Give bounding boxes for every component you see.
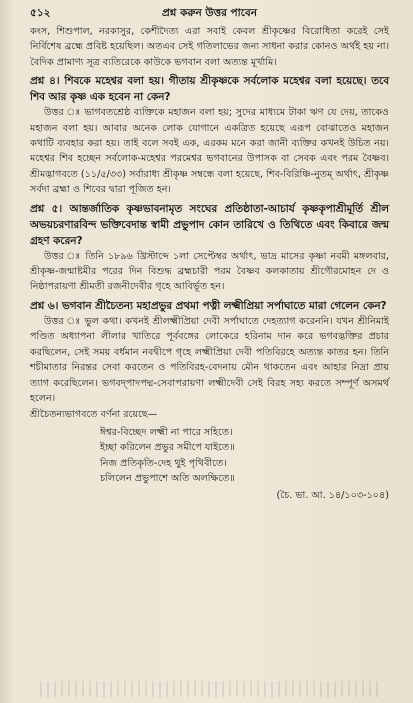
verse-citation: (চৈ. ভা. আ. ১৪/১০৩-১০৪) bbox=[276, 490, 389, 502]
running-title: প্রশ্ন করুন উত্তর পাবেন bbox=[161, 7, 258, 19]
paragraph-continuation: কংস, শিশুপাল, নরকাসুর, কেশীদৈত্য এরা সবাই কেবল শ্রীকৃষ্ণের বিরোধিতা করেই সেই নির্বিশেষ ব্রহ্মে প্রবিষ্ট হয়েছিল। অতএব সেই গতিলাভের জন্য সাধনা করার কোনও অর্থই হয় না। বৈদিক প্রামাণ্য সূত্র ব্যতিরেকে কাউকে ভগবান বলা অত্যন্ত মূর্খামি। bbox=[30, 26, 389, 68]
verse-block bbox=[100, 425, 389, 487]
verse-intro: শ্রীচৈতন্যভাগবতে বর্ণনা রয়েছে— bbox=[30, 409, 158, 421]
verse-line: ইচ্ছা করিলেন প্রভুর সমীপে যাইতে॥ bbox=[100, 442, 235, 454]
answer-6: উত্তর ঃ ভুল কথা। কখনই শ্রীলক্ষ্মীপ্রিয়া দেবী সর্পাঘাতে দেহত্যাগ করেননি। যখন শ্রীনিমাই পণ্ডিত অধ্যাপনা লীলার খাতিরে পূর্ববঙ্গের লোকেরে হরিনাম দান করে ভগবদ্ভক্তির প্রচার করছিলেন, সেই সময় বর্ধমান নবদ্বীপে গৃহে লক্ষ্মীপ্রিয়া দেবী পতিবিরহে অত্যন্ত কাতর হন। তিনি শচীমাতার নিরন্তর সেবা করতেন ও পতিবিরহ-বেদনায় মৌন থাকতেন এবং আহার নিদ্রা প্রায় ত্যাগ করেছিলেন। ভগবদ্পাদপদ্ম-সেবাপরায়ণা লক্ষ্মীদেবী সেই বিরহ সহ্য করতে সম্পূর্ণ অসমর্থ হলেন। bbox=[30, 315, 389, 404]
question-6: প্রশ্ন ৬। ভগবান শ্রীচৈতন্য মহাপ্রভুর প্রথমা পত্নী লক্ষ্মীপ্রিয়া সর্পাঘাতে মারা গেলেন কেন? bbox=[30, 299, 387, 312]
verse-line: চলিলেন প্রভুপাশে অতি অলক্ষিতে॥ bbox=[100, 472, 235, 484]
answer-4: উত্তর ঃ ভাগবতশ্রেষ্ঠ ব্যক্তিকে মহাজন বলা হয়; সুদের মাধ্যমে টাকা ঋণ যে দেয়, তাকেও মহাজন বলা হয়। আবার অনেক লোক যোগানে একত্রিত হয়েছে এরূপ বোঝাতেও মহাজন কথাটি ব্যবহার করা হয়। তাই বলে সবই এক, এরকম মনে করা জানী ব্যক্তির কখনই উচিত নয়। মহেশ্বর শিব হচ্ছেন সর্বলোক-মহেশ্বর পরমেশ্বর ভগবানের উপাসক বা সেবক এবং পরম বৈষ্ণব। শ্রীমদ্ভাগবতে (১১/৫/৩৩) সর্বারাধ্য শ্রীকৃষ্ণ সম্বন্ধে বলা হয়েছে, শিব-বিরিঞ্চি-নুতম্‌ অর্থাৎ, শ্রীকৃষ্ণ সর্বদা ব্রহ্মা ও শিবের দ্বারা পূজিত হন। bbox=[30, 107, 389, 196]
verse-line: ঈশ্বর-বিচ্ছেদ লক্ষ্মী না পারে সহিতে। bbox=[100, 426, 233, 438]
show-through-texture bbox=[40, 681, 383, 697]
question-4: প্রশ্ন ৪। শিবকে মহেশ্বর বলা হয়। গীতায় শ্রীকৃষ্ণকে সর্বলোক মহেশ্বর বলা হয়েছে। তবে শিব আর কৃষ্ণ এক হবেন না কেন? bbox=[30, 75, 389, 104]
page-header bbox=[30, 6, 389, 24]
answer-5: উত্তর ঃ তিনি ১৮৯৬ খ্রিস্টাব্দে ১লা সেপ্টেম্বর অর্থাৎ, ভাদ্র মাসের কৃষ্ণা নবমী মঙ্গলবার, শ্রীকৃষ্ণ-জন্মাষ্টমীর পরের দিন বিশুদ্ধ ব্রহ্মচারী পরম বৈষ্ণব কলকাতায় শ্রীগৌরমোহন দে ও নিষ্ঠাপরায়ণা শ্রীমতী রজনীদেবীর গৃহে আবির্ভূত হন। bbox=[30, 250, 389, 293]
question-5: প্রশ্ন ৫। আন্তর্জাতিক কৃষ্ণভাবনামৃত সংঘের প্রতিষ্ঠাতা-আচার্য কৃষ্ণকৃপাশ্রীমূর্তি শ্রীল অভয়চরণারবিন্দ ভক্তিবেদান্ত স্বামী প্রভুপাদ কোন তারিখে ও তিথিতে এবং কিবারে জন্ম গ্রহণ করেন? bbox=[30, 202, 389, 247]
page-number: ৫১২ bbox=[30, 7, 51, 19]
verse-line: নিজ প্রতিকৃতি-দেহ থুই পৃথিবীতে। bbox=[100, 457, 227, 469]
